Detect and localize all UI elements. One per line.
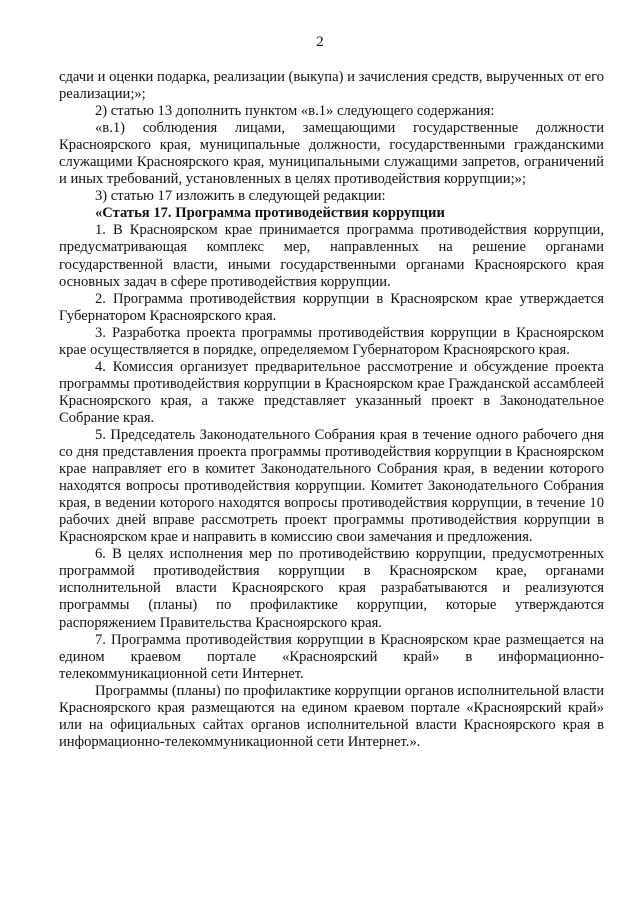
paragraph-continuation: сдачи и оценки подарка, реализации (выкупа) и зачисления средств, вырученных от его реализации;»; <box>59 69 604 103</box>
clause-5: 5. Председатель Законодательного Собрания края в течение одного рабочего дня со дня представления проекта программы противодействия коррупции в Красноярском крае направляет его в комитет Законодательного Собрания края, в ведении которого находятся вопросы противодействия коррупции. Комитет Законодательного Собрания края, в ведении которого находятся вопросы противодействия коррупции, в течение 10 рабочих дней вправе рассмотреть проект программы противодействия коррупции в Красноярском крае и направить в комиссию свои замечания и предложения. <box>59 426 604 546</box>
clause-3: 3. Разработка проекта программы противодействия коррупции в Красноярском крае осуществляется в порядке, определяемом Губернатором Красноярского края. <box>59 324 604 358</box>
paragraph-item-2: 2) статью 13 дополнить пунктом «в.1» следующего содержания: <box>95 103 495 120</box>
clause-6: 6. В целях исполнения мер по противодействию коррупции, предусмотренных программой противодействия коррупции в Красноярском крае, органами исполнительной власти Красноярского края разрабатываются и реализуются программы (планы) по профилактике коррупции, которые утверждаются распоряжением Правительства Красноярского края. <box>59 546 604 631</box>
page-number: 2 <box>316 34 324 50</box>
document-body <box>59 69 604 751</box>
clause-7: 7. Программа противодействия коррупции в Красноярском крае размещается на едином краевом портале «Красноярский край» в информационно-телекоммуникационной сети Интернет. <box>59 631 604 682</box>
clause-1: 1. В Красноярском крае принимается программа противодействия коррупции, предусматривающая комплекс мер, направленных на решение органами государственной власти, иными государственными органами Красноярского края основных задач в сфере противодействия коррупции. <box>59 222 604 290</box>
paragraph-item-3: 3) статью 17 изложить в следующей редакции: <box>95 188 386 205</box>
paragraph-quoted-v1: «в.1) соблюдения лицами, замещающими государственные должности Красноярского края, муниципальные должности, государственными гражданскими служащими Красноярского края, муниципальными служащими запретов, ограничений и иных требований, установленных в целях противодействия коррупции;»; <box>59 120 604 188</box>
clause-7-continuation: Программы (планы) по профилактике коррупции органов исполнительной власти Красноярского края размещаются на едином краевом портале «Красноярский край» или на официальных сайтах органов исполнительной власти Красноярского края в информационно-телекоммуникационной сети Интернет.». <box>59 682 605 750</box>
clause-4: 4. Комиссия организует предварительное рассмотрение и обсуждение проекта программы противодействия коррупции в Красноярском крае Гражданской ассамблеей Красноярского края, а также представляет указанный проект в Законодательное Собрание края. <box>59 358 604 426</box>
article-heading: «Статья 17. Программа противодействия коррупции <box>95 205 445 222</box>
clause-2: 2. Программа противодействия коррупции в Красноярском крае утверждается Губернатором Красноярского края. <box>59 290 604 324</box>
